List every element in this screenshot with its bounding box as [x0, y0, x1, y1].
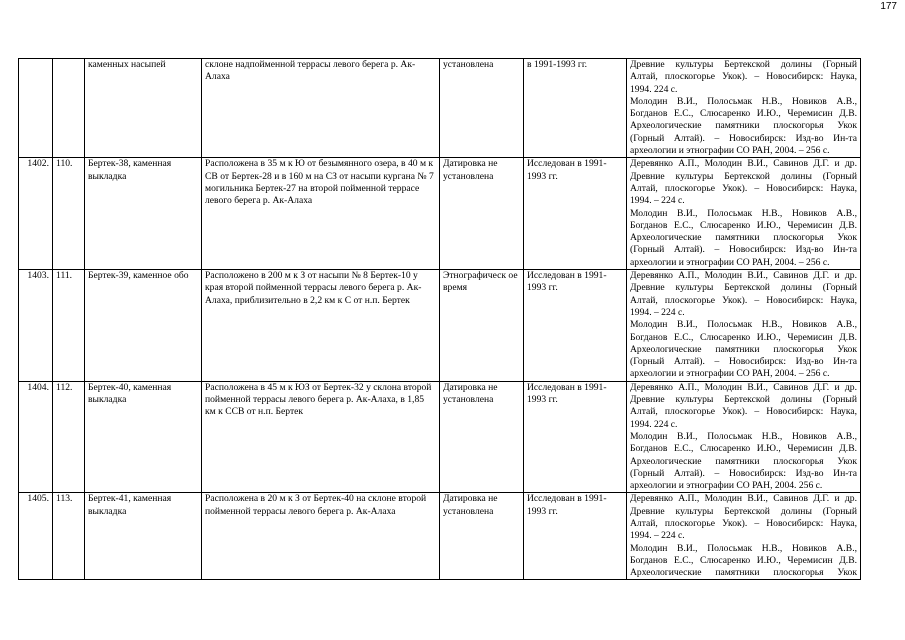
table-row	[19, 493, 861, 580]
literature-line: Алтай, плоскогорье Укок). – Новосибирск: Наука,	[630, 71, 857, 83]
monument-study: Исследован в 1991-1993 гг.	[524, 270, 627, 382]
literature-line: Древние культуры Бертекской долины (Горный	[630, 59, 857, 70]
literature-line: Алтай, плоскогорье Укок). – Новосибирск: Наука,	[630, 406, 857, 418]
monument-location: Расположена в 35 м к Ю от безымянного озера, в 40 м к СВ от Бертек-28 и в 160 м на СЗ от насыпи кургана № 7 могильника Бертек-27 на второй пойменной террасе левого берега р. Ак-Алаха	[202, 158, 440, 270]
monument-dating: Этнографическ ое время	[440, 270, 524, 382]
monument-literature	[627, 59, 861, 158]
literature-line: Деревянко А.П., Молодин В.И., Савинов Д.Г. и др.	[630, 270, 857, 282]
literature-line: археологии и этнографии СО РАН, 2004. – 256 с.	[630, 145, 830, 157]
literature-line: Деревянко А.П., Молодин В.И., Савинов Д.Г. и др.	[630, 493, 857, 505]
literature-line: Деревянко А.П., Молодин В.И., Савинов Д.Г. и др.	[630, 158, 857, 170]
literature-line: Молодин В.И., Полосьмак Н.В., Новиков А.В.,	[630, 430, 857, 442]
literature-line: 1994. – 224 с.	[630, 195, 685, 207]
literature-line: Археологические памятники плоскогорья Укок	[630, 232, 857, 244]
local-number: 110.	[53, 158, 85, 270]
literature-line: (Горный Алтай). – Новосибирск: Изд-во Ин-та	[630, 132, 857, 144]
monument-study: Исследован в 1991-1993 гг.	[524, 158, 627, 270]
monument-dating: установлена	[440, 59, 524, 158]
literature-line: Богданов Е.С., Слюсаренко И.Ю., Черемисин Д.В.	[630, 554, 857, 566]
literature-line: Археологические памятники плоскогорья Укок	[630, 455, 857, 467]
literature-line: Алтай, плоскогорье Укок). – Новосибирск: Наука,	[630, 182, 857, 194]
table-row	[19, 158, 861, 270]
literature-line: (Горный Алтай). – Новосибирск: Изд-во Ин-та	[630, 356, 857, 368]
local-number: 113.	[53, 493, 85, 580]
literature-line: 1994. 224 с.	[630, 418, 678, 430]
literature-line: 1994. – 224 с.	[630, 530, 685, 542]
monument-name: Бертек-38, каменная выкладка	[85, 158, 202, 270]
literature-line: Древние культуры Бертекской долины (Горный	[630, 394, 857, 406]
monument-dating: Датировка не установлена	[440, 493, 524, 580]
literature-line: (Горный Алтай). – Новосибирск: Изд-во Ин-та	[630, 467, 857, 479]
monument-study: Исследован в 1991-1993 гг.	[524, 381, 627, 493]
monument-location: Расположена в 20 м к З от Бертек-40 на склоне второй пойменной террасы левого берега р. Ак-Алаха	[202, 493, 440, 580]
literature-line: Молодин В.И., Полосьмак Н.В., Новиков А.В.,	[630, 542, 857, 554]
monuments-table	[18, 58, 861, 580]
monument-literature	[627, 270, 861, 382]
literature-line: Археологические памятники плоскогорья Укок	[630, 343, 857, 355]
literature-line: археологии и этнографии СО РАН, 2004. 256 с.	[630, 480, 823, 492]
local-number: 112.	[53, 381, 85, 493]
monument-name: Бертек-41, каменная выкладка	[85, 493, 202, 580]
table-row	[19, 59, 861, 158]
literature-line: Древние культуры Бертекской долины (Горный	[630, 282, 857, 294]
literature-line: Деревянко А.П., Молодин В.И., Савинов Д.Г. и др.	[630, 381, 857, 393]
literature-line: Молодин В.И., Полосьмак Н.В., Новиков А.В.,	[630, 207, 857, 219]
literature-line: Богданов Е.С., Слюсаренко И.Ю., Черемисин Д.В.	[630, 331, 857, 343]
local-number: 111.	[53, 270, 85, 382]
literature-line: 1994. 224 с.	[630, 83, 678, 95]
row-number	[19, 59, 53, 158]
monument-name: Бертек-40, каменная выкладка	[85, 381, 202, 493]
table-row	[19, 270, 861, 382]
literature-line: Древние культуры Бертекской долины (Горный	[630, 505, 857, 517]
monument-dating: Датировка не установлена	[440, 381, 524, 493]
monument-name: каменных насыпей	[85, 59, 202, 158]
page-number: 177	[880, 1, 897, 12]
literature-line: Древние культуры Бертекской долины (Горный	[630, 170, 857, 182]
monument-literature	[627, 158, 861, 270]
monument-study: Исследован в 1991-1993 гг.	[524, 493, 627, 580]
literature-line: Алтай, плоскогорье Укок). – Новосибирск: Наука,	[630, 294, 857, 306]
monument-literature	[627, 493, 861, 580]
row-number: 1402.	[19, 158, 53, 270]
literature-line: Молодин В.И., Полосьмак Н.В., Новиков А.В.,	[630, 319, 857, 331]
monument-location: склоне надпойменной террасы левого берега р. Ак-Алаха	[202, 59, 440, 158]
literature-line: (Горный Алтай). – Новосибирск: Изд-во Ин-та	[630, 244, 857, 256]
literature-line: Молодин В.И., Полосьмак Н.В., Новиков А.В.,	[630, 95, 857, 107]
literature-line: Богданов Е.С., Слюсаренко И.Ю., Черемисин Д.В.	[630, 219, 857, 231]
literature-line: археологии и этнографии СО РАН, 2004. – 256 с.	[630, 256, 830, 268]
monument-name: Бертек-39, каменное обо	[85, 270, 202, 382]
literature-line: Богданов Е.С., Слюсаренко И.Ю., Черемисин Д.В.	[630, 443, 857, 455]
monument-location: Расположено в 200 м к З от насыпи № 8 Бертек-10 у края второй пойменной террасы левого берега р. Ак-Алаха, приблизительно в 2,2 км к С от н.п. Бертек	[202, 270, 440, 382]
literature-line: Алтай, плоскогорье Укок). – Новосибирск: Наука,	[630, 517, 857, 529]
monument-location: Расположена в 45 м к ЮЗ от Бертек-32 у склона второй пойменной террасы левого берега р. Ак-Алаха, в 1,85 км к ССВ от н.п. Бертек	[202, 381, 440, 493]
local-number	[53, 59, 85, 158]
literature-line: Археологические памятники плоскогорья Укок	[630, 120, 857, 132]
table-row	[19, 381, 861, 493]
literature-line: Археологические памятники плоскогорья Укок	[630, 567, 857, 579]
table-body	[19, 59, 861, 580]
row-number: 1404.	[19, 381, 53, 493]
literature-line: Богданов Е.С., Слюсаренко И.Ю., Черемисин Д.В.	[630, 108, 857, 120]
monument-literature	[627, 381, 861, 493]
monument-dating: Датировка не установлена	[440, 158, 524, 270]
literature-line: археологии и этнографии СО РАН, 2004. – 256 с.	[630, 368, 830, 380]
row-number: 1405.	[19, 493, 53, 580]
row-number: 1403.	[19, 270, 53, 382]
monument-study: в 1991-1993 гг.	[524, 59, 627, 158]
literature-line: 1994. – 224 с.	[630, 306, 685, 318]
